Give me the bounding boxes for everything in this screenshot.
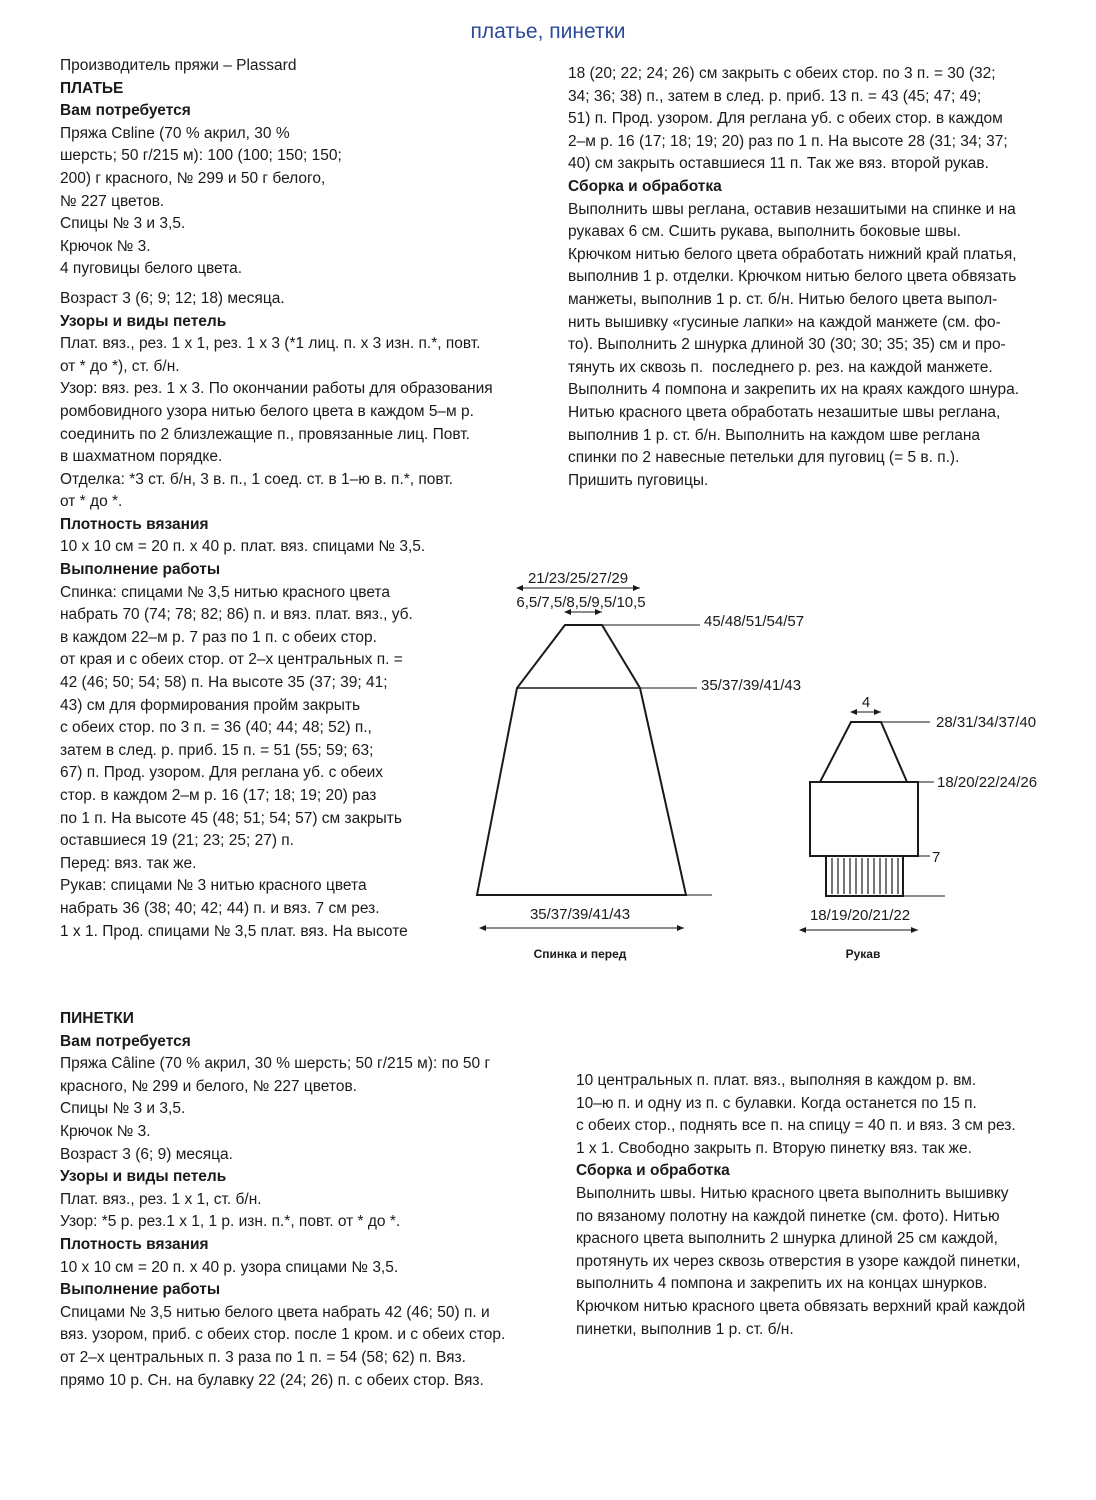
text-line: вяз. узором, приб. с обеих стор. после 1 кром. и с обеих стор. bbox=[60, 1326, 506, 1344]
body-armhole-height-label: 35/37/39/41/43 bbox=[701, 677, 802, 694]
section-heading: Вам потребуется bbox=[60, 1032, 191, 1050]
text-line: 67) п. Прод. узором. Для реглана уб. с обеих bbox=[60, 764, 383, 782]
text-line: прямо 10 р. Сн. на булавку 22 (24; 26) п. с обеих стор. Вяз. bbox=[60, 1371, 484, 1389]
text-line: № 227 цветов. bbox=[60, 192, 165, 210]
body-top-width-label: 21/23/25/27/29 bbox=[527, 570, 629, 587]
section-heading: Вам потребуется bbox=[60, 102, 191, 120]
text-line: по вязаному полотну на каждой пинетке (см. фото). Нитью bbox=[576, 1207, 1000, 1225]
text-line: шерсть; 50 г/215 м): 100 (100; 150; 150; bbox=[60, 147, 342, 165]
text-line: в шахматном порядке. bbox=[60, 448, 223, 466]
text-line: набрать 70 (74; 78; 82; 86) п. и вяз. плат. вяз., уб. bbox=[60, 606, 413, 624]
text-line: выполнить 4 помпона и закрепить их на концах шнурков. bbox=[576, 1275, 988, 1293]
text-line: красного, № 299 и белого, № 227 цветов. bbox=[60, 1077, 357, 1095]
body-neck-width-label: 6,5/7,5/8,5/9,5/10,5 bbox=[516, 594, 646, 611]
text-line: набрать 36 (38; 40; 42; 44) п. и вяз. 7 см рез. bbox=[60, 899, 380, 917]
text-line: выполнив 1 р. ст. б/н. Выполнить на каждом шве реглана bbox=[568, 426, 981, 444]
sleeve-schematic bbox=[810, 722, 918, 896]
text-line: Крючок № 3. bbox=[60, 1122, 151, 1140]
text-line: пинетки, выполнив 1 р. ст. б/н. bbox=[576, 1320, 794, 1338]
text-line: Плат. вяз., рез. 1 х 1, рез. 1 х 3 (*1 лиц. п. х 3 изн. п.*, повт. bbox=[60, 335, 481, 353]
text-line: 40) см закрыть оставшиеся 11 п. Так же вяз. второй рукав. bbox=[568, 155, 989, 173]
body-caption: Спинка и перед bbox=[533, 947, 627, 961]
sleeve-cuff-label: 7 bbox=[932, 849, 941, 866]
text-line: выполнив 1 р. отделки. Крючком нитью белого цвета обвязать bbox=[568, 268, 1017, 286]
text-line: с обеих стор., поднять все п. на спицу = 40 п. и вяз. 3 см рез. bbox=[576, 1117, 1016, 1135]
section-heading: Плотность вязания bbox=[60, 515, 209, 533]
text-line: Спинка: спицами № 3,5 нитью красного цвета bbox=[60, 583, 390, 601]
text-line: протянуть их через сквозь отверстия в узоре каждой пинетки, bbox=[576, 1252, 1021, 1270]
text-line: 10 центральных п. плат. вяз., выполняя в каждом р. вм. bbox=[576, 1072, 977, 1089]
section-heading: Выполнение работы bbox=[60, 1281, 221, 1299]
text-line: от края и с обеих стор. от 2–х центральных п. = bbox=[60, 651, 403, 669]
text-line: 34; 36; 38) п., затем в след. р. приб. 13 п. = 43 (45; 47; 49; bbox=[568, 87, 982, 105]
section-heading: Сборка и обработка bbox=[568, 177, 722, 195]
text-line: от * до *. bbox=[60, 493, 123, 511]
text-line: Узор: вяз. рез. 1 х 3. По окончании работы для образования bbox=[60, 380, 493, 398]
body-schematic bbox=[477, 625, 686, 895]
text-line: нить вышивку «гусиные лапки» на каждой манжете (см. фо- bbox=[568, 313, 1001, 331]
text-line: то). Выполнить 2 шнурка длиной 30 (30; 30; 35; 35) см и про- bbox=[568, 336, 1006, 354]
text-line: 200) г красного, № 299 и 50 г белого, bbox=[60, 169, 326, 187]
section-heading: ПЛАТЬЕ bbox=[60, 79, 124, 97]
text-line: стор. в каждом 2–м р. 16 (17; 18; 19; 20) раз bbox=[60, 787, 377, 804]
text-line: 51) п. Прод. узором. Для реглана уб. с обеих стор. в каждом bbox=[568, 110, 1003, 128]
text-line: рукавах 6 см. Сшить рукава, выполнить боковые швы. bbox=[568, 223, 961, 241]
text-line: 10 х 10 см = 20 п. х 40 р. узора спицами № 3,5. bbox=[60, 1258, 399, 1276]
sleeve-raglan bbox=[820, 722, 907, 782]
section-heading: Выполнение работы bbox=[60, 561, 221, 579]
text-line: 42 (46; 50; 54; 58) п. На высоте 35 (37; 39; 41; bbox=[60, 674, 388, 692]
text-line: 10–ю п. и одну из п. с булавки. Когда останется по 15 п. bbox=[576, 1094, 977, 1112]
text-line: Крючок № 3. bbox=[60, 237, 151, 255]
section-heading: Узоры и виды петель bbox=[60, 312, 227, 330]
text-line: Крючком нитью красного цвета обвязать верхний край каждой bbox=[576, 1297, 1026, 1315]
text-line: Спицы № 3 и 3,5. bbox=[60, 1100, 186, 1118]
section-heading: Узоры и виды петель bbox=[60, 1168, 227, 1186]
text-line: 43) см для формирования пройм закрыть bbox=[60, 696, 361, 714]
sleeve-top-width-label: 4 bbox=[861, 694, 871, 711]
text-line: Выполнить швы. Нитью красного цвета выполнить вышивку bbox=[576, 1184, 1009, 1202]
text-line: манжеты, выполнив 1 р. ст. б/н. Нитью белого цвета выпол- bbox=[568, 290, 998, 308]
text-line: Нитью красного цвета обработать незашитые швы реглана, bbox=[568, 403, 1001, 421]
text-line: в каждом 22–м р. 7 раз по 1 п. с обеих стор. bbox=[60, 628, 377, 646]
body-bottom-width-label: 35/37/39/41/43 bbox=[529, 906, 631, 923]
text-line: Пришить пуговицы. bbox=[568, 471, 709, 489]
text-line: тянуть их сквозь п. последнего р. рез. на каждой манжете. bbox=[568, 358, 993, 376]
body-dimensions bbox=[480, 588, 712, 928]
body-outline bbox=[477, 625, 686, 895]
text-line: Крючком нитью белого цвета обработать нижний край платья, bbox=[568, 245, 1017, 263]
sleeve-total-height-label: 28/31/34/37/40 bbox=[936, 714, 1037, 731]
text-line: оставшиеся 19 (21; 23; 25; 27) п. bbox=[60, 832, 294, 850]
text-line: Перед: вяз. так же. bbox=[60, 854, 197, 872]
page-title: платье, пинетки bbox=[470, 20, 626, 43]
text-line: 1 х 1. Свободно закрыть п. Вторую пинетку вяз. так же. bbox=[576, 1139, 972, 1157]
text-line: 18 (20; 22; 24; 26) см закрыть с обеих стор. по 3 п. = 30 (32; bbox=[568, 65, 996, 82]
text-line: 10 х 10 см = 20 п. х 40 р. плат. вяз. спицами № 3,5. bbox=[60, 538, 426, 556]
text-line: Выполнить швы реглана, оставив незашитыми на спинке и на bbox=[568, 200, 1016, 218]
sleeve-body bbox=[810, 782, 918, 856]
text-line: затем в след. р. приб. 15 п. = 51 (55; 59; 63; bbox=[60, 741, 374, 759]
text-line: 4 пуговицы белого цвета. bbox=[60, 260, 243, 278]
text-line: Пряжа Cвline (70 % акрил, 30 % bbox=[60, 124, 290, 142]
text-line: Возраст 3 (6; 9) месяца. bbox=[60, 1145, 233, 1163]
section-heading: ПИНЕТКИ bbox=[60, 1010, 134, 1027]
text-line: Спицами № 3,5 нитью белого цвета набрать 42 (46; 50) п. и bbox=[60, 1303, 490, 1321]
text-line: Рукав: спицами № 3 нитью красного цвета bbox=[60, 877, 367, 895]
sleeve-cuff-ribbing bbox=[832, 858, 898, 894]
text-line: соединить по 2 близлежащие п., провязанные лиц. Повт. bbox=[60, 425, 470, 443]
text-line: 1 х 1. Прод. спицами № 3,5 плат. вяз. На высоте bbox=[60, 922, 408, 940]
text-line: от * до *), ст. б/н. bbox=[60, 357, 180, 375]
text-line: Спицы № 3 и 3,5. bbox=[60, 215, 186, 233]
text-line: Возраст 3 (6; 9; 12; 18) месяца. bbox=[60, 289, 285, 307]
text-line: Производитель пряжи – Plassard bbox=[60, 57, 297, 74]
text-line: Узор: *5 р. рез.1 х 1, 1 р. изн. п.*, повт. от * до *. bbox=[60, 1213, 401, 1231]
text-line: Выполнить 4 помпона и закрепить их на краях каждого шнура. bbox=[568, 381, 1020, 399]
text-line: красного цвета выполнить 2 шнурка длиной 25 см каждой, bbox=[576, 1230, 998, 1248]
sleeve-armhole-height-label: 18/20/22/24/26 bbox=[937, 774, 1038, 791]
text-line: ромбовидного узора нитью белого цвета в каждом 5–м р. bbox=[60, 402, 474, 420]
text-line: спинки по 2 навесные петельки для пуговиц (= 5 в. п.). bbox=[568, 449, 960, 467]
body-total-height-label: 45/48/51/54/57 bbox=[704, 613, 805, 630]
text-line: по 1 п. На высоте 45 (48; 51; 54; 57) см закрыть bbox=[60, 809, 402, 827]
text-line: Плат. вяз., рез. 1 х 1, ст. б/н. bbox=[60, 1190, 262, 1208]
text-line: Отделка: *3 ст. б/н, 3 в. п., 1 соед. ст. в 1–ю в. п.*, повт. bbox=[60, 470, 453, 488]
section-heading: Сборка и обработка bbox=[576, 1162, 730, 1180]
text-line: от 2–х центральных п. 3 раза по 1 п. = 54 (58; 62) п. Вяз. bbox=[60, 1348, 466, 1366]
section-heading: Плотность вязания bbox=[60, 1235, 209, 1253]
text-line: с обеих стор. по 3 п. = 36 (40; 44; 48; 52) п., bbox=[60, 719, 372, 737]
sleeve-bottom-width-label: 18/19/20/21/22 bbox=[809, 907, 911, 924]
sleeve-dimensions bbox=[800, 712, 945, 930]
text-line: Пряжа Câline (70 % акрил, 30 % шерсть; 50 г/215 м): по 50 г bbox=[60, 1055, 491, 1073]
sleeve-caption: Рукав bbox=[845, 947, 881, 961]
text-line: 2–м р. 16 (17; 18; 19; 20) раз по 1 п. На высоте 28 (31; 34; 37; bbox=[568, 132, 1008, 150]
